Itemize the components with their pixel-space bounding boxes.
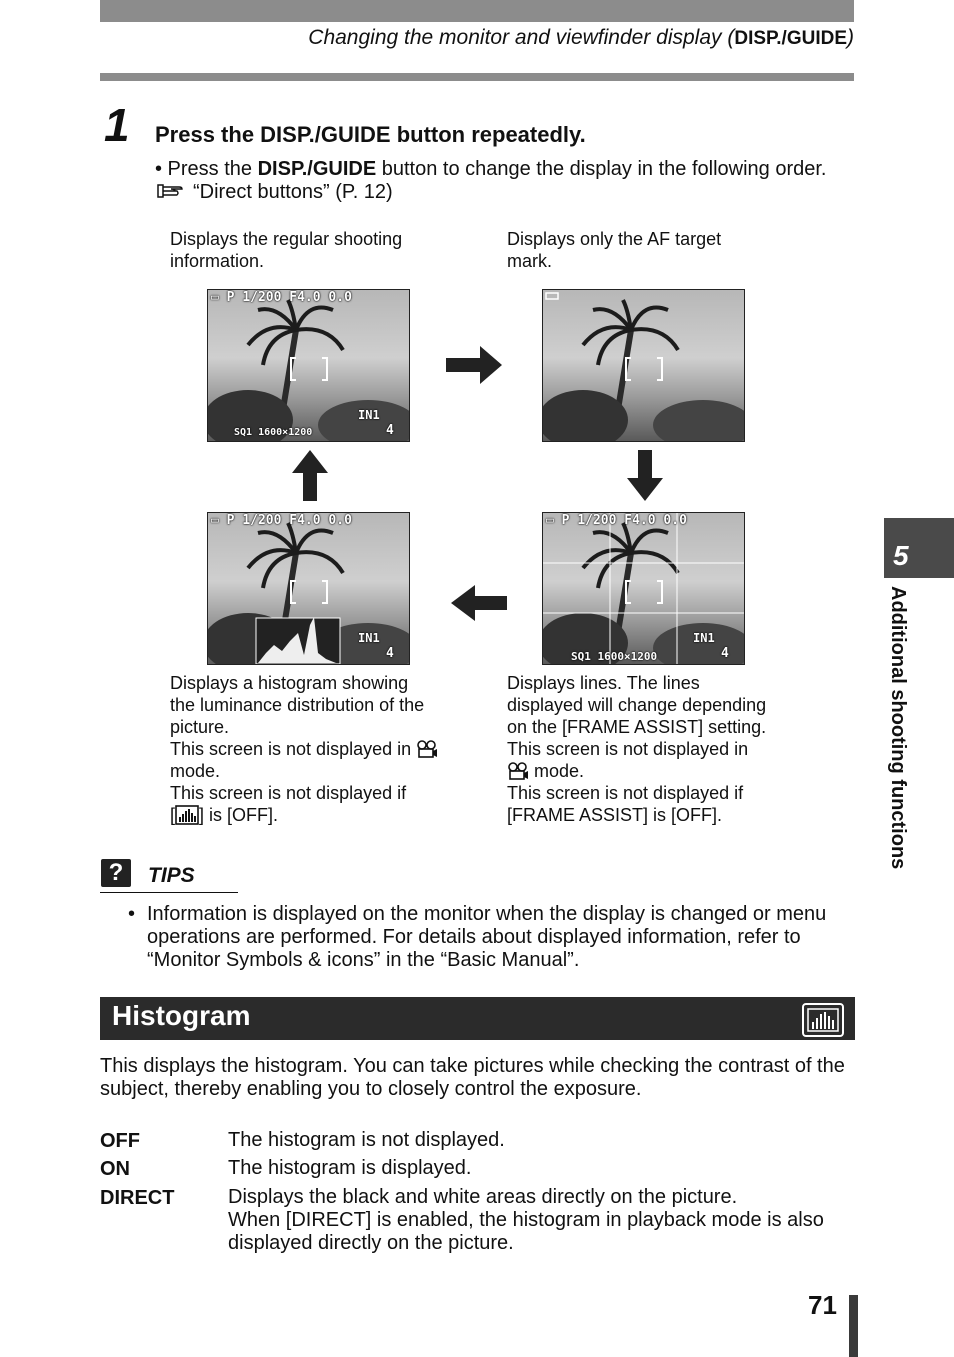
caption-lines: Displays lines. The lines displayed will change depending on the [FRAME ASSIST] setting. This screen is not displayed in mode. This screen is not displayed if [FRAME ASSIST] is [OFF]. bbox=[507, 673, 767, 825]
caption-regular: Displays the regular shooting information. bbox=[170, 229, 403, 271]
screen-af-only bbox=[542, 289, 745, 442]
option-desc: The histogram is not displayed. bbox=[228, 1129, 505, 1151]
option-desc: Displays the black and white areas directly on the picture. When [DIRECT] is enabled, the histogram in playback mode is also displayed directly on the picture. bbox=[228, 1186, 824, 1254]
page-number-bar bbox=[849, 1295, 858, 1357]
tips-text: Information is displayed on the monitor when the display is changed or menu operations are performed. For details about displayed information, refer to “Monitor Symbols & icons” in the “Basic Manual”. bbox=[147, 903, 827, 971]
arrow-right-icon bbox=[446, 346, 504, 384]
step-bullet: • Press the DISP./GUIDE button to change the display in the following order. bbox=[155, 158, 827, 180]
running-header-code: DISP./GUIDE bbox=[734, 28, 847, 49]
section-body: This displays the histogram. You can take pictures while checking the contrast of the subject, thereby enabling you to closely control the exposure. bbox=[100, 1055, 845, 1100]
arrow-up-icon bbox=[291, 450, 329, 502]
step-heading: Press the DISP./GUIDE button repeatedly. bbox=[155, 122, 586, 147]
section-title: Histogram bbox=[112, 1000, 251, 1031]
tips-bullet: • bbox=[128, 903, 136, 925]
caption-af-only: Displays only the AF target mark. bbox=[507, 229, 722, 271]
screen-lines: ▭ P 1/200 F4.0 0.0 IN1 4 SQ1 1600×1200 bbox=[542, 512, 745, 665]
palm-photo bbox=[543, 290, 744, 441]
movie-icon bbox=[416, 740, 438, 758]
page-number: 71 bbox=[808, 1290, 837, 1320]
histogram-icon bbox=[175, 805, 199, 825]
reference-hand-icon bbox=[157, 181, 193, 201]
histogram-menu-icon bbox=[802, 1003, 844, 1037]
reference-link[interactable]: “Direct buttons” (P. 12) bbox=[157, 181, 393, 204]
movie-icon bbox=[507, 762, 529, 780]
option-term: ON bbox=[100, 1158, 130, 1180]
step-number: 1 bbox=[104, 99, 130, 151]
option-desc: The histogram is displayed. bbox=[228, 1157, 472, 1179]
tips-question-icon: ? bbox=[101, 859, 131, 887]
arrow-down-icon bbox=[626, 450, 664, 502]
running-header: Changing the monitor and viewfinder display (DISP./GUIDE) bbox=[308, 26, 854, 49]
caption-histogram: Displays a histogram showing the luminance distribution of the picture. This screen is not displayed in mode. This screen is not displayed if [ ] is [OFF]. bbox=[170, 672, 438, 826]
screen-histogram: ▭ P 1/200 F4.0 0.0 IN1 4 bbox=[207, 512, 410, 665]
chapter-label: Additional shooting functions bbox=[887, 586, 909, 870]
screen-regular: ▭ P 1/200 F4.0 0.0 IN1 4 SQ1 1600×1200 bbox=[207, 289, 410, 442]
arrow-left-icon bbox=[451, 585, 509, 621]
tips-label: TIPS bbox=[148, 864, 195, 887]
option-term: OFF bbox=[100, 1130, 140, 1152]
option-term: DIRECT bbox=[100, 1187, 175, 1209]
header-rule bbox=[100, 73, 854, 81]
header-bar bbox=[100, 0, 854, 22]
chapter-number: 5 bbox=[893, 540, 909, 571]
